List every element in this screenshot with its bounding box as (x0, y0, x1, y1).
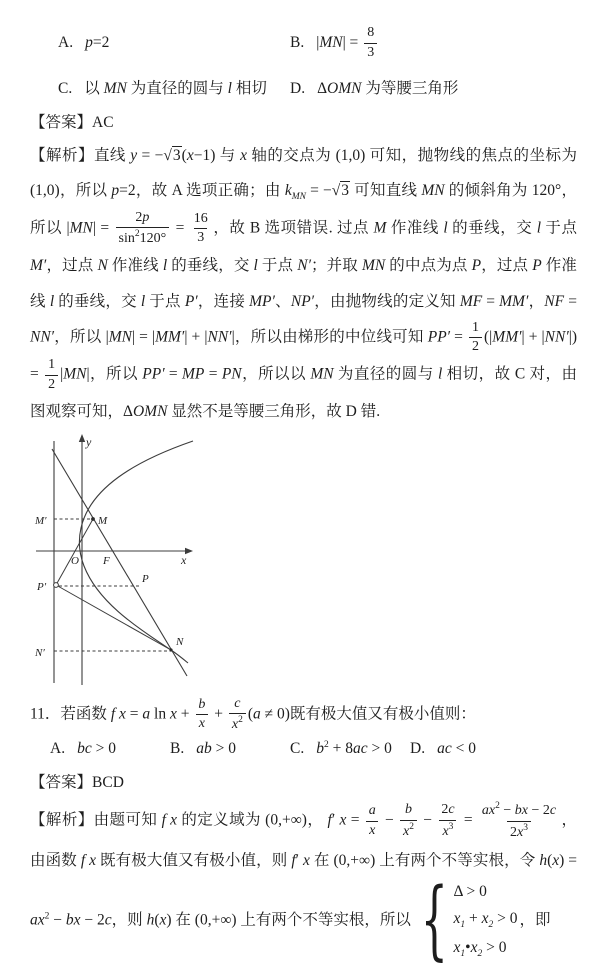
label-M-prime: M′ (35, 515, 47, 528)
answer-label: 【答案】 (30, 114, 93, 131)
q10-answer-line (30, 110, 577, 132)
q11-answer-value: BCD (92, 774, 124, 792)
option-text: ab > 0 (196, 740, 236, 758)
q10-options-row-2 (58, 76, 577, 98)
label-y: y (86, 435, 92, 450)
label-N: N (176, 636, 184, 649)
q11-option-b (170, 740, 290, 758)
point-N-marker (169, 648, 172, 651)
label-O: O (71, 555, 79, 568)
label-P-prime: P′ (37, 581, 47, 594)
option-label: A. (50, 740, 66, 758)
q10-option-b (290, 24, 379, 61)
label-P: P (142, 573, 149, 586)
label-M: M (98, 515, 108, 528)
option-text: bc > 0 (77, 740, 116, 758)
q11-options-row (50, 740, 577, 758)
q10-option-a (58, 34, 290, 52)
q11-option-d (410, 740, 476, 758)
segment-P-prime-M (56, 519, 93, 585)
label-x: x (181, 553, 187, 568)
option-label: D. (410, 740, 426, 758)
y-axis-arrow-icon (79, 434, 85, 442)
q11-answer-line (30, 770, 577, 792)
option-label: A. (58, 34, 74, 51)
q10-analysis: 【解析】直线 y = −√3(x−1) 与 x 轴的交点为 (1,0) 可知，抛物线的焦点的坐标为 (1,0)，所以 p=2，故 A 选项正确；由 $k_{MN} = -√3$ 可知直线 MN 的倾斜角为 120°，所以 |MN| = $\frac{2p}{\sin^2120^\circ}$ = $\frac{16}{3}$ ，故 B 选项错误. 过点 M 作准线 l 的垂线，交 l 于点 M′，过点 N 作准线 l 的垂线，交 l 于点 N′；并取 MN 的中点为点 P，过点 P 作准线 l 的垂线，交 l 于点 P′，连接 MP′、NP′，由抛物线的定义知 MF = MM′，NF = NN′，所以 |MN| = |MM′| + |NN′|，所以由梯形的中位线可知 PP′ = $\frac{1}{2}$ (|MM′| + |NN′|) = $\frac{1}{2}$ |MN|，所以 PP′ = MP = PN，所以以 MN 为直径的圆与 l 相切，故 C 对，由图观察可知，ΔOMN 显然不是等腰三角形，故 D 错. (30, 147, 578, 420)
point-P-prime-marker (54, 583, 59, 588)
option-text: |MN| = $\frac{8}{3}$ (316, 34, 379, 51)
parabola-figure (30, 433, 577, 691)
option-label: B. (290, 33, 305, 51)
option-text: p=2 (85, 34, 110, 51)
option-text: $b^2 + 8ac > 0$ (316, 740, 392, 758)
option-label: C. (290, 740, 305, 758)
q10-option-c (58, 76, 290, 98)
point-M-marker (91, 517, 95, 521)
q11-analysis: 【解析】由题可知 f x 的定义域为 (0,+∞)， f′ x = $\frac{a}{x}$ − $\frac{b}{x^2}$ − $\frac{2c}{x^3}$ = $\frac{ax^2 - bx - 2c}{2x^3}$ ，由函数 f x 既有极大值又有极小值，则 f′ x 在 (0,+∞) 上有两个不等实根，令 $h(x) = ax^2$ − bx − 2c，则 h(x) 在 (0,+∞) 上有两个不等实根，所以 { Δ > 0 $x_1 + x_2 > 0$ $x_1•x_2 > 0$ ，即 (30, 801, 578, 970)
option-text: ac < 0 (437, 740, 476, 758)
parabola-curve (79, 441, 193, 663)
q11-option-c (290, 740, 410, 758)
label-N-prime: N′ (35, 647, 45, 660)
label-F: F (103, 555, 110, 568)
option-label: B. (170, 740, 185, 758)
q11-option-a (50, 740, 170, 758)
option-label: D. (290, 80, 306, 97)
option-label: C. (58, 80, 73, 97)
q10-options-row-1 (58, 20, 577, 66)
segment-P-prime-N (56, 585, 171, 650)
q11-stem: 11．若函数 f x = a ln x + $\frac{b}{x}$ + $\frac{c}{x^2}$ (a ≠ 0)既有极大值又有极小值则： (30, 695, 577, 734)
q10-answer-value: AC (92, 114, 114, 131)
answer-label: 【答案】 (30, 774, 93, 792)
option-text: 以 MN 为直径的圆与 l 相切 (84, 80, 267, 97)
parabola-figure-svg (30, 433, 255, 691)
option-text: ΔOMN 为等腰三角形 (317, 80, 459, 97)
q10-option-d (290, 76, 458, 98)
